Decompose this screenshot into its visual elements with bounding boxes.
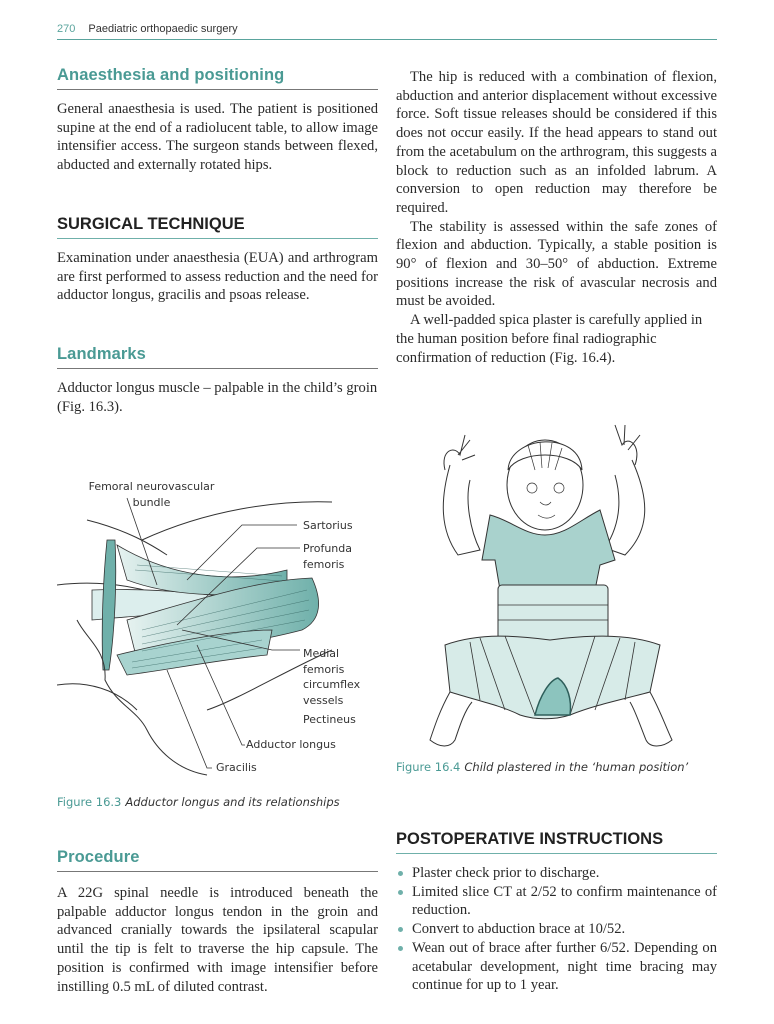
heading-anaesthesia: Anaesthesia and positioning bbox=[57, 66, 378, 90]
label-profunda-femoris: Profunda femoris bbox=[303, 542, 352, 571]
label-adductor-longus: Adductor longus bbox=[246, 738, 336, 751]
section-landmarks bbox=[57, 345, 378, 416]
right-column-text bbox=[396, 68, 717, 367]
adductor-anatomy-illustration bbox=[57, 470, 387, 780]
list-item: Limited slice CT at 2/52 to confirm maintenance of reduction. bbox=[396, 883, 717, 920]
bullet-icon bbox=[398, 946, 403, 951]
label-sartorius: Sartorius bbox=[303, 519, 353, 532]
anaesthesia-text: General anaesthesia is used. The patient is positioned supine at the end of a radiolucent table, to allow image intensifier access. The surgeon stands between flexed, abducted and externally rotated hips. bbox=[57, 101, 378, 174]
child-spica-illustration bbox=[410, 410, 690, 750]
label-gracilis: Gracilis bbox=[216, 761, 257, 774]
section-surgical-technique bbox=[57, 215, 378, 305]
landmarks-text: Adductor longus muscle – palpable in the child’s groin (Fig. 16.3). bbox=[57, 380, 378, 415]
bullet-icon bbox=[398, 871, 403, 876]
section-postoperative bbox=[396, 830, 717, 995]
label-medial-femoris-circumflex: Medial femoris circumflex vessels bbox=[303, 647, 361, 707]
heading-postoperative: POSTOPERATIVE INSTRUCTIONS bbox=[396, 830, 717, 854]
paragraph-spica-plaster: A well-padded spica plaster is carefully applied in the human position before final radiographic confirmation of reduction (Fig. 16.4). bbox=[396, 312, 703, 366]
bullet-icon bbox=[398, 890, 403, 895]
heading-surgical-technique: SURGICAL TECHNIQUE bbox=[57, 215, 378, 239]
list-item: Plaster check prior to discharge. bbox=[396, 864, 717, 883]
section-anaesthesia bbox=[57, 66, 378, 175]
label-femoral-bundle: Femoral neurovascular bundle bbox=[88, 480, 215, 509]
label-pectineus: Pectineus bbox=[303, 713, 356, 726]
heading-procedure: Procedure bbox=[57, 848, 378, 872]
list-item: Convert to abduction brace at 10/52. bbox=[396, 920, 717, 939]
paragraph-stability: The stability is assessed within the safe zones of flexion and abduction. Typically, a stable position is 90° of flexion and 30–50° of abduction. Extreme positions increase the risk of avascular necrosis and must be avoided. bbox=[396, 218, 717, 310]
paragraph-hip-reduction: The hip is reduced with a combination of flexion, abduction and anterior displacement without excessive force. Soft tissue releases should be considered if this does not occur easily. If the head appears to stand out from the acetabulum on the arthrogram, this suggests a block to reduction such as an infolded labrum. A conversion to open reduction may therefore be required. bbox=[396, 69, 717, 216]
list-item: Wean out of brace after further 6/52. Depending on acetabular development, night time bracing may continue for up to 1 year. bbox=[396, 939, 717, 995]
bullet-icon bbox=[398, 927, 403, 932]
page-number: 270 bbox=[57, 23, 76, 35]
section-procedure bbox=[57, 848, 378, 996]
heading-landmarks: Landmarks bbox=[57, 345, 378, 369]
surgical-technique-text: Examination under anaesthesia (EUA) and arthrogram are first performed to assess reduction and the need for adductor longus, gracilis and psoas release. bbox=[57, 250, 378, 304]
figure-16-4-caption: Figure 16.4 Child plastered in the ‘human position’ bbox=[396, 760, 689, 774]
procedure-text: A 22G spinal needle is introduced beneath the palpable adductor longus tendon in the groin and advanced cranially towards the ipsilateral scapular until the tip is felt to traverse the hip capsule. The position is confirmed with image intensifier before instilling 0.5 mL of diluted contrast. bbox=[57, 885, 378, 995]
figure-16-4 bbox=[410, 410, 690, 750]
running-header bbox=[57, 23, 717, 40]
figure-16-3 bbox=[57, 470, 387, 780]
running-title: Paediatric orthopaedic surgery bbox=[88, 23, 238, 35]
postoperative-list bbox=[396, 864, 717, 995]
figure-16-3-caption: Figure 16.3 Adductor longus and its relationships bbox=[57, 795, 340, 809]
